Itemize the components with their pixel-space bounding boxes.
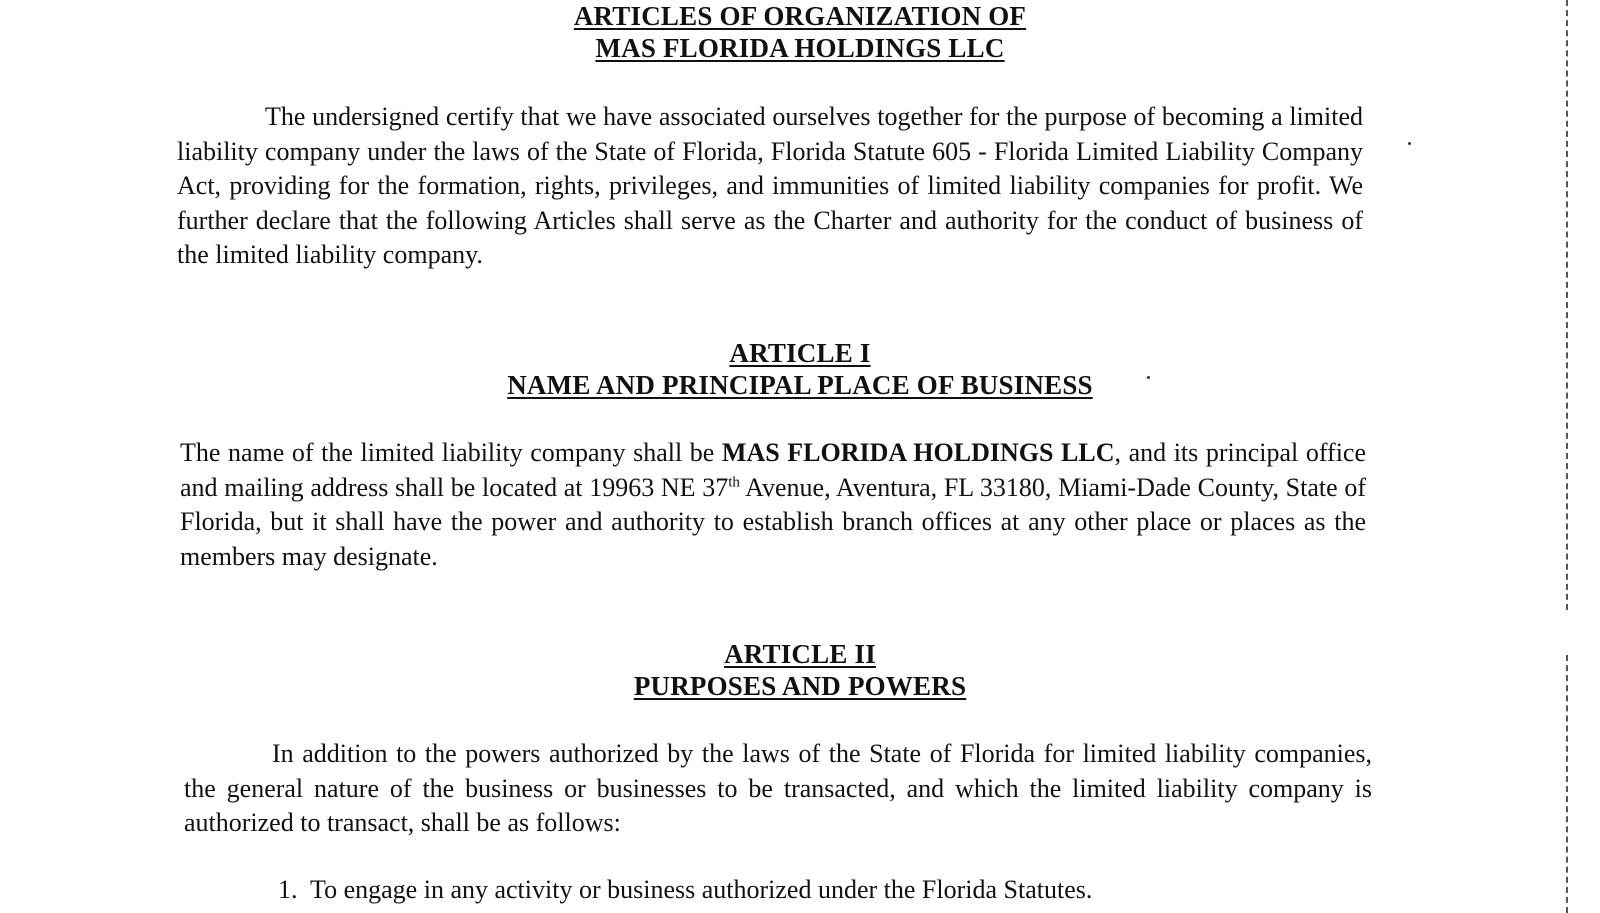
document-title-line1: ARTICLES OF ORGANIZATION OF (573, 1, 1027, 31)
article-1-title: NAME AND PRINCIPAL PLACE OF BUSINESS (507, 370, 1093, 400)
article-1-paragraph (180, 436, 1366, 574)
scan-speck (1147, 376, 1150, 379)
scan-edge-mark (1566, 0, 1568, 610)
article-1-number: ARTICLE I (729, 338, 871, 368)
list-item (278, 873, 1092, 907)
article-2-heading (0, 638, 1600, 702)
intro-paragraph: The undersigned certify that we have associated ourselves together for the purpose of becoming a limited liability company under the laws of the State of Florida, Florida Statute 605 - Florida Limited Liability Company Act, providing for the formation, rights, privileges, and immunities of limited liability companies for profit. We further declare that the following Articles shall serve as the Charter and authority for the conduct of business of the limited liability company. (177, 102, 1363, 269)
article-1-text-after-name: , and its principal office and mailing address shall be located at 19963 NE 37 (180, 438, 1367, 502)
document-title-line2: MAS FLORIDA HOLDINGS LLC (595, 33, 1005, 63)
article-1-heading (0, 337, 1600, 401)
article-2-number: ARTICLE II (724, 639, 876, 669)
list-item-text: To engage in any activity or business authorized under the Florida Statutes. (310, 875, 1093, 904)
scan-edge-mark (1566, 655, 1568, 913)
article-1-text-before-name: The name of the limited liability company shall be (180, 438, 722, 467)
article-2-paragraph: In addition to the powers authorized by the laws of the State of Florida for limited liability companies, the general nature of the business or businesses to be transacted, and which the limited liability company is authorized to transact, shall be as follows: (184, 739, 1372, 837)
ordinal-suffix: th (728, 473, 740, 490)
scan-speck (1408, 142, 1411, 145)
company-name: MAS FLORIDA HOLDINGS LLC (721, 438, 1115, 467)
document-title (0, 0, 1600, 64)
article-2-title: PURPOSES AND POWERS (633, 671, 967, 701)
article-1-text-after-suffix: Avenue, Aventura, FL 33180, Miami-Dade County, State of Florida, but it shall have the power and authority to establish branch offices at any other place or places as the members may designate. (180, 472, 1367, 571)
list-item-number: 1. (278, 875, 298, 904)
